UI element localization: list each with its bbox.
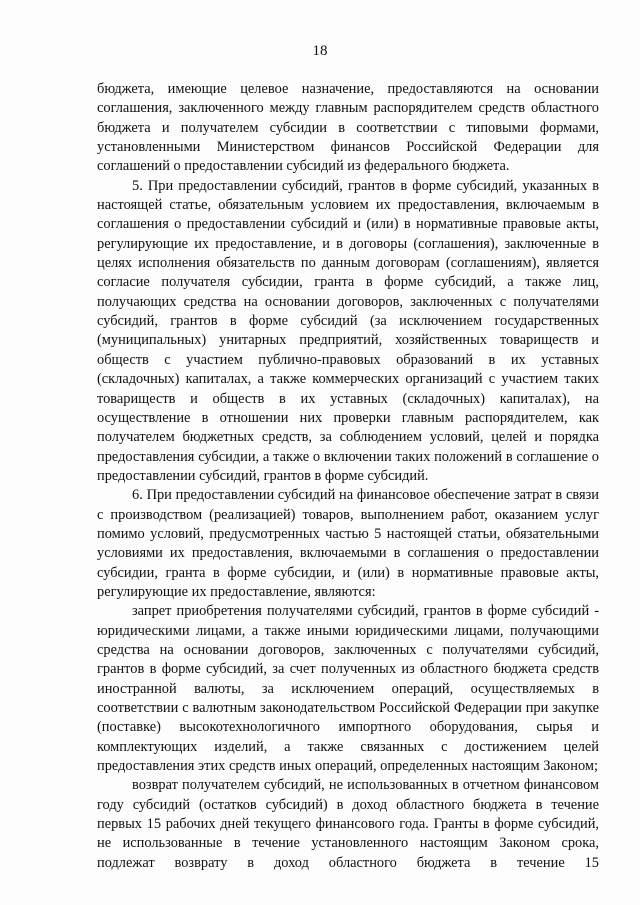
document-body <box>97 80 599 873</box>
paragraph-prohibition: запрет приобретения получателями субсидий, грантов в форме субсидий - юридическими лицами, а также иными юридическими лицами, получающими средства на основании договоров, заключенных с получателями субсидий, грантов в форме субсидий, за счет полученных из областного бюджета средств иностранной валюты, за исключением операций, осуществляемых в соответствии с валютным законодательством Российской Федерации при закупке (поставке) высокотехнологичного импортного оборудования, сырья и комплектующих изделий, а также связанных с достижением целей предоставления этих средств иных операций, определенных настоящим Законом; <box>97 603 599 775</box>
paragraph-part-5: 5. При предоставлении субсидий, грантов в форме субсидий, указанных в настоящей статье, обязательным условием их предоставления, включаемым в соглашения о предоставлении субсидий и (или) в нормативные правовые акты, регулирующие их предоставление, и в договоры (соглашения), заключенные в целях исполнения обязательств по данным договорам (соглашениям), является согласие получателя субсидии, гранта в форме субсидий, а также лиц, получающих средства на основании договоров, заключенных с получателями субсидий, грантов в форме субсидий (за исключением государственных (муниципальных) унитарных предприятий, хозяйственных товариществ и обществ с участием публично-правовых образований в их уставных (складочных) капиталах, а также коммерческих организаций с участием таких товариществ и обществ в их уставных (складочных) капиталах), на осуществление в отношении них проверки главным распорядителем, как получателем бюджетных средств, за соблюдением условий, целей и порядка предоставления субсидии, а также о включении таких положений в соглашение о предоставлении субсидий, грантов в форме субсидий. <box>97 177 599 484</box>
page-number: 18 <box>312 43 328 59</box>
paragraph-part-6: 6. При предоставлении субсидий на финансовое обеспечение затрат в связи с производством (реализацией) товаров, выполнением работ, оказанием услуг помимо условий, предусмотренных частью 5 настоящей статьи, обязательными условиями их предоставления, включаемыми в соглашения о предоставлении субсидии, гранта в форме субсидии, и (или) в нормативные правовые акты, регулирующие их предоставление, являются: <box>97 487 599 600</box>
paragraph-refund: возврат получателем субсидий, не использованных в отчетном финансовом году субсидий (остатков субсидий) в доход областного бюджета в течение первых 15 рабочих дней текущего финансового года. Гранты в форме субсидий, не использованные в течение установленного настоящим Законом срока, подлежат возврату в доход областного бюджета в течение 15 <box>97 777 599 871</box>
paragraph-continuation: бюджета, имеющие целевое назначение, предоставляются на основании соглашения, заключенного между главным распорядителем средств областного бюджета и получателем субсидии в соответствии с типовыми формами, установленными Министерством финансов Российской Федерации для соглашений о предоставлении субсидий из федерального бюджета. <box>97 81 599 175</box>
